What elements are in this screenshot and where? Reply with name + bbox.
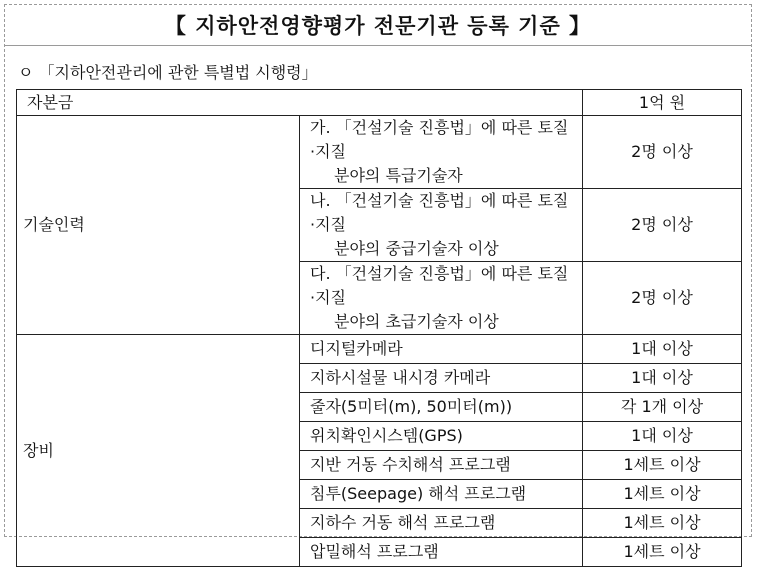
- equipment-value: 1대 이상: [583, 422, 742, 451]
- equipment-item: 줄자(5미터(m), 50미터(m)): [300, 393, 583, 422]
- tech-item-line2: 분야의 특급기술자: [334, 166, 463, 185]
- equipment-value: 1세트 이상: [583, 509, 742, 538]
- equipment-value: 1세트 이상: [583, 451, 742, 480]
- page-title: 【 지하안전영향평가 전문기관 등록 기준 】: [164, 13, 592, 38]
- equipment-item: 디지털카메라: [300, 335, 583, 364]
- equipment-value: 각 1개 이상: [583, 393, 742, 422]
- tech-item-line1: 가. 「건설기술 진흥법」에 따른 토질·지질: [310, 118, 569, 161]
- tech-item-value: 2명 이상: [583, 116, 742, 189]
- equipment-item: 침투(Seepage) 해석 프로그램: [300, 480, 583, 509]
- tech-label: 기술인력: [17, 116, 300, 335]
- tech-item-line2: 분야의 초급기술자 이상: [334, 312, 499, 331]
- capital-label: 자본금: [17, 90, 583, 116]
- table-row-capital: [17, 90, 742, 116]
- equipment-item: 지반 거동 수치해석 프로그램: [300, 451, 583, 480]
- equipment-label: 장비: [17, 335, 300, 567]
- tech-item: [300, 262, 583, 335]
- capital-value: 1억 원: [583, 90, 742, 116]
- equipment-value: 1대 이상: [583, 364, 742, 393]
- title-bar: [4, 4, 752, 46]
- tech-item-line1: 나. 「건설기술 진흥법」에 따른 토질·지질: [310, 191, 569, 234]
- tech-item-line1: 다. 「건설기술 진흥법」에 따른 토질·지질: [310, 264, 569, 307]
- tech-item-value: 2명 이상: [583, 262, 742, 335]
- table-row-equipment: [17, 335, 742, 364]
- law-reference: ㅇ 「지하안전관리에 관한 특별법 시행령」: [18, 63, 318, 82]
- equipment-value: 1세트 이상: [583, 480, 742, 509]
- criteria-table: [16, 89, 742, 567]
- tech-item: [300, 116, 583, 189]
- table-row-tech: [17, 116, 742, 189]
- equipment-item: 지하시설물 내시경 카메라: [300, 364, 583, 393]
- equipment-item: 지하수 거동 해석 프로그램: [300, 509, 583, 538]
- tech-item: [300, 189, 583, 262]
- equipment-item: 위치확인시스템(GPS): [300, 422, 583, 451]
- tech-item-line2: 분야의 중급기술자 이상: [334, 239, 499, 258]
- tech-item-value: 2명 이상: [583, 189, 742, 262]
- equipment-value: 1세트 이상: [583, 538, 742, 567]
- equipment-value: 1대 이상: [583, 335, 742, 364]
- equipment-item: 압밀해석 프로그램: [300, 538, 583, 567]
